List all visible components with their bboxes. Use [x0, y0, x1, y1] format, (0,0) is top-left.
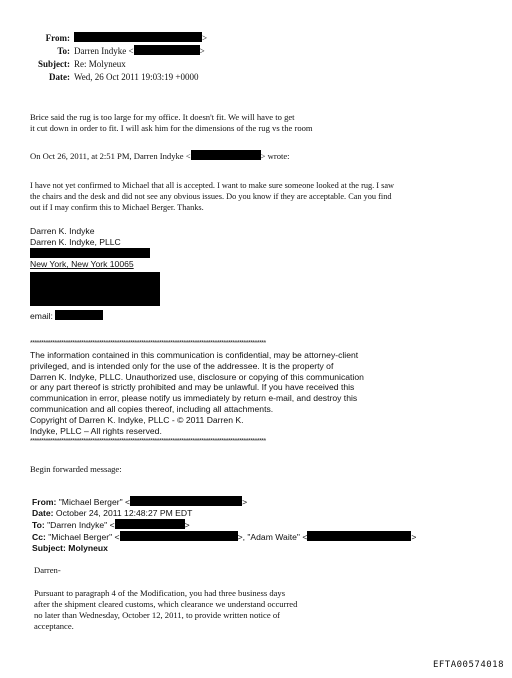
forwarded-intro: Begin forwarded message: [30, 464, 122, 474]
disclaimer-line: Darren K. Indyke, PLLC. Unauthorized use, disclosure or copying of this communication [30, 371, 364, 382]
disclaimer-line: communication and all copies thereof, including all attachments. [30, 403, 274, 414]
signature-redaction-row [30, 248, 160, 259]
redaction-box [55, 310, 103, 320]
redaction-box [30, 272, 160, 306]
forwarded-greeting: Darren- [34, 565, 61, 575]
to-label: To: [57, 46, 70, 56]
redaction-box [30, 248, 150, 258]
reply-text [30, 112, 313, 134]
signature-email-row [30, 310, 160, 322]
fwd-subject-row [32, 543, 416, 554]
body-line: no later than Wednesday, October 12, 2011, to provide written notice of [34, 610, 280, 620]
bates-number: EFTA00574018 [432, 660, 504, 670]
redaction-box [130, 496, 242, 506]
header-to-row [0, 45, 207, 58]
fwd-from-row [32, 496, 416, 508]
fwd-cc-value: "Michael Berger" < [48, 532, 120, 542]
quote-intro-suffix: > wrote: [260, 151, 290, 161]
header-from-row [0, 32, 207, 45]
signature-firm: Darren K. Indyke, PLLC [30, 237, 121, 247]
fwd-subject-value: Molyneux [68, 543, 108, 553]
fwd-from-close: > [242, 497, 248, 507]
disclaimer-line: Indyke, PLLC – All rights reserved. [30, 425, 162, 436]
email-label: email: [30, 311, 53, 321]
fwd-from-label: From: [32, 497, 57, 507]
signature-city: New York, New York 10065 [30, 259, 134, 269]
subject-value: Re: Molyneux [74, 59, 126, 69]
fwd-to-value: "Darren Indyke" < [47, 520, 115, 530]
to-value: Darren Indyke < [74, 46, 134, 56]
disclaimer-line: or any part thereof is strictly prohibited and may be unlawful. If you have received this [30, 382, 355, 393]
body-line: after the shipment cleared customs, which clearance we understand occurred [34, 599, 298, 609]
fwd-cc-row [32, 531, 416, 543]
subject-label: Subject: [38, 59, 70, 69]
fwd-date-value: October 24, 2011 12:48:27 PM EDT [55, 508, 193, 518]
redaction-box [120, 531, 238, 541]
disclaimer-line: The information contained in this communication is confidential, may be attorney-client [30, 350, 359, 360]
reply-line: Brice said the rug is too large for my office. It doesn't fit. We will have to get [30, 112, 295, 122]
date-value: Wed, 26 Oct 2011 19:03:19 +0000 [74, 72, 199, 82]
email-header [0, 32, 207, 84]
disclaimer-text [30, 350, 364, 436]
fwd-to-row [32, 519, 416, 531]
redaction-box [307, 531, 411, 541]
date-label: Date: [49, 72, 70, 82]
quote-intro-prefix: On Oct 26, 2011, at 2:51 PM, Darren Indyke < [30, 151, 191, 161]
to-tail: > [199, 46, 205, 56]
disclaimer-line: communication in error, please notify us immediately by return e-mail, and destroy this [30, 393, 358, 404]
fwd-to-label: To: [32, 520, 45, 530]
disclaimer-stars-top: ********************************************************************************************************** [30, 340, 266, 347]
disclaimer-line: Copyright of Darren K. Indyke, PLLC - © 2011 Darren K. [30, 414, 244, 425]
disclaimer-line: privileged, and is intended only for the use of the addressee. It is the property of [30, 360, 334, 371]
from-label: From: [45, 33, 70, 43]
quoted-line: out if I may confirm this to Michael Berger. Thanks. [30, 203, 204, 212]
reply-line: it cut down in order to fit. I will ask him for the dimensions of the rug vs the room [30, 123, 313, 133]
quoted-paragraph [30, 180, 394, 213]
fwd-cc-mid: >, "Adam Waite" < [237, 532, 308, 542]
forwarded-header [32, 496, 416, 554]
body-line: acceptance. [34, 621, 74, 631]
signature-block [30, 226, 160, 322]
fwd-cc-close: > [411, 532, 417, 542]
fwd-to-close: > [184, 520, 190, 530]
redaction-box [115, 519, 185, 529]
header-subject-row [0, 58, 207, 71]
quoted-line: the chairs and the desk and did not see any obvious issues. Do you know if they are acceptable. Can you find [30, 192, 392, 201]
fwd-from-value: "Michael Berger" < [58, 497, 131, 507]
redaction-box [191, 150, 261, 160]
fwd-date-label: Date: [32, 508, 54, 518]
forwarded-body [34, 588, 297, 632]
quoted-line: I have not yet confirmed to Michael that all is accepted. I want to make sure someone looked at the rug. I saw [30, 181, 395, 190]
redaction-box [134, 45, 200, 55]
fwd-subject-label: Subject: [32, 543, 66, 553]
quote-intro [30, 150, 290, 162]
disclaimer-stars-bottom: ********************************************************************************************************** [30, 438, 266, 445]
from-tail: > [202, 33, 208, 43]
body-line: Pursuant to paragraph 4 of the Modification, you had three business days [34, 588, 286, 598]
header-date-row [0, 71, 207, 84]
fwd-cc-label: Cc: [32, 532, 46, 542]
signature-name: Darren K. Indyke [30, 226, 95, 236]
fwd-date-row [32, 508, 416, 519]
redaction-box [74, 32, 202, 42]
signature-redaction-row [30, 270, 160, 310]
